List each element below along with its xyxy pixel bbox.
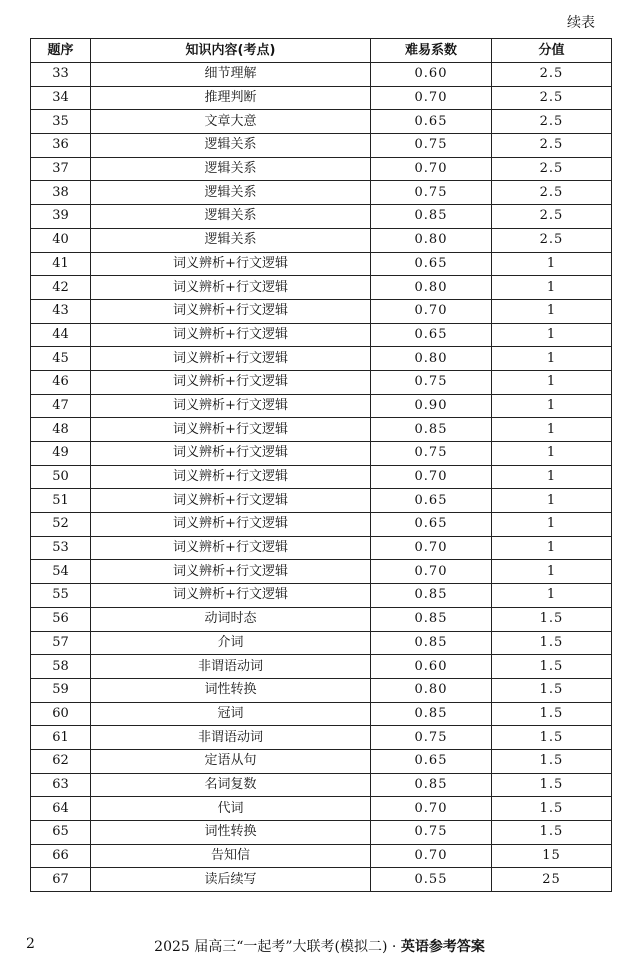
difficulty-cell: 0.70 [371,536,492,560]
knowledge-point-cell: 细节理解 [91,63,371,87]
knowledge-point-cell: 词义辨析+行文逻辑 [91,465,371,489]
table-row [31,323,612,347]
knowledge-point-cell: 词义辨析+行文逻辑 [91,584,371,608]
difficulty-cell: 0.85 [371,418,492,442]
score-cell: 1 [492,536,612,560]
table-row [31,86,612,110]
knowledge-point-cell: 动词时态 [91,607,371,631]
table-row [31,370,612,394]
question-number-cell: 51 [31,489,91,513]
table-row [31,607,612,631]
difficulty-cell: 0.85 [371,584,492,608]
score-cell: 1.5 [492,607,612,631]
knowledge-point-cell: 词义辨析+行文逻辑 [91,442,371,466]
question-number-cell: 53 [31,536,91,560]
knowledge-point-cell: 介词 [91,631,371,655]
difficulty-cell: 0.60 [371,655,492,679]
difficulty-cell: 0.75 [371,134,492,158]
knowledge-point-cell: 词义辨析+行文逻辑 [91,560,371,584]
difficulty-cell: 0.55 [371,868,492,892]
score-cell: 1 [492,560,612,584]
question-number-cell: 60 [31,702,91,726]
difficulty-cell: 0.65 [371,749,492,773]
score-cell: 2.5 [492,134,612,158]
table-header-row [31,39,612,63]
knowledge-point-cell: 告知信 [91,844,371,868]
question-number-cell: 45 [31,347,91,371]
difficulty-cell: 0.85 [371,205,492,229]
table-row [31,655,612,679]
question-number-cell: 58 [31,655,91,679]
score-cell: 1.5 [492,797,612,821]
exam-title: 2025 届高三“一起考”大联考(模拟二) [154,939,388,955]
table-row [31,702,612,726]
difficulty-cell: 0.70 [371,844,492,868]
score-cell: 2.5 [492,110,612,134]
difficulty-cell: 0.70 [371,465,492,489]
knowledge-point-cell: 逻辑关系 [91,181,371,205]
table-row [31,63,612,87]
difficulty-cell: 0.80 [371,347,492,371]
question-number-cell: 66 [31,844,91,868]
difficulty-cell: 0.65 [371,513,492,537]
knowledge-point-cell: 词义辨析+行文逻辑 [91,536,371,560]
question-number-cell: 41 [31,252,91,276]
difficulty-cell: 0.65 [371,489,492,513]
score-cell: 1 [492,323,612,347]
score-cell: 1.5 [492,702,612,726]
difficulty-cell: 0.75 [371,821,492,845]
difficulty-cell: 0.65 [371,110,492,134]
question-number-cell: 36 [31,134,91,158]
table-row [31,726,612,750]
knowledge-point-cell: 非谓语动词 [91,726,371,750]
knowledge-point-cell: 逻辑关系 [91,157,371,181]
question-number-cell: 50 [31,465,91,489]
footer-title [0,936,639,956]
score-cell: 1 [492,394,612,418]
difficulty-cell: 0.70 [371,86,492,110]
difficulty-cell: 0.70 [371,797,492,821]
table-row [31,205,612,229]
table-row [31,157,612,181]
table-row [31,844,612,868]
score-cell: 2.5 [492,63,612,87]
question-number-cell: 33 [31,63,91,87]
question-number-cell: 52 [31,513,91,537]
knowledge-point-cell: 定语从句 [91,749,371,773]
question-number-cell: 48 [31,418,91,442]
table-row [31,868,612,892]
score-cell: 1 [492,442,612,466]
score-cell: 1 [492,513,612,537]
question-number-cell: 38 [31,181,91,205]
question-number-cell: 56 [31,607,91,631]
question-number-cell: 67 [31,868,91,892]
difficulty-cell: 0.80 [371,678,492,702]
difficulty-cell: 0.75 [371,442,492,466]
header-difficulty: 难易系数 [371,39,492,63]
table-row [31,536,612,560]
table-row [31,631,612,655]
table-row [31,560,612,584]
question-number-cell: 55 [31,584,91,608]
knowledge-point-cell: 逻辑关系 [91,205,371,229]
table-row [31,252,612,276]
knowledge-point-cell: 代词 [91,797,371,821]
knowledge-point-cell: 词性转换 [91,678,371,702]
knowledge-point-cell: 词义辨析+行文逻辑 [91,513,371,537]
score-cell: 1 [492,299,612,323]
document-title: 英语参考答案 [400,939,485,955]
knowledge-point-cell: 词义辨析+行文逻辑 [91,299,371,323]
question-number-cell: 49 [31,442,91,466]
question-number-cell: 44 [31,323,91,347]
score-cell: 25 [492,868,612,892]
header-knowledge-point: 知识内容(考点) [91,39,371,63]
difficulty-cell: 0.85 [371,702,492,726]
question-number-cell: 62 [31,749,91,773]
difficulty-cell: 0.80 [371,228,492,252]
score-cell: 2.5 [492,86,612,110]
knowledge-point-cell: 词义辨析+行文逻辑 [91,323,371,347]
score-cell: 2.5 [492,228,612,252]
knowledge-point-cell: 推理判断 [91,86,371,110]
table-row [31,773,612,797]
score-cell: 1 [492,276,612,300]
question-number-cell: 42 [31,276,91,300]
score-cell: 1 [492,347,612,371]
table-row [31,134,612,158]
knowledge-point-cell: 词义辨析+行文逻辑 [91,347,371,371]
question-number-cell: 47 [31,394,91,418]
question-number-cell: 57 [31,631,91,655]
knowledge-point-cell: 文章大意 [91,110,371,134]
difficulty-cell: 0.70 [371,299,492,323]
table-body [31,63,612,892]
table-row [31,749,612,773]
question-number-cell: 35 [31,110,91,134]
difficulty-cell: 0.65 [371,252,492,276]
question-number-cell: 61 [31,726,91,750]
score-cell: 1 [492,418,612,442]
score-cell: 1.5 [492,726,612,750]
score-cell: 1.5 [492,773,612,797]
question-number-cell: 43 [31,299,91,323]
table-row [31,110,612,134]
table-row [31,347,612,371]
question-number-cell: 59 [31,678,91,702]
difficulty-cell: 0.60 [371,63,492,87]
header-score: 分值 [492,39,612,63]
table-row [31,513,612,537]
difficulty-cell: 0.70 [371,560,492,584]
answer-analysis-table [30,38,612,892]
knowledge-point-cell: 非谓语动词 [91,655,371,679]
question-number-cell: 65 [31,821,91,845]
difficulty-cell: 0.75 [371,370,492,394]
score-cell: 1.5 [492,821,612,845]
continued-label: 续表 [567,15,595,31]
score-cell: 1 [492,584,612,608]
score-cell: 15 [492,844,612,868]
table-row [31,442,612,466]
score-cell: 1.5 [492,631,612,655]
knowledge-point-cell: 逻辑关系 [91,228,371,252]
question-number-cell: 54 [31,560,91,584]
difficulty-cell: 0.90 [371,394,492,418]
table-row [31,181,612,205]
question-number-cell: 34 [31,86,91,110]
knowledge-point-cell: 词义辨析+行文逻辑 [91,394,371,418]
score-cell: 1 [492,465,612,489]
score-cell: 1.5 [492,655,612,679]
table-row [31,489,612,513]
difficulty-cell: 0.85 [371,631,492,655]
footer-separator: · [387,939,401,955]
knowledge-point-cell: 读后续写 [91,868,371,892]
table-row [31,394,612,418]
difficulty-cell: 0.75 [371,726,492,750]
difficulty-cell: 0.65 [371,323,492,347]
header-question-number: 题序 [31,39,91,63]
knowledge-point-cell: 词义辨析+行文逻辑 [91,252,371,276]
table-row [31,678,612,702]
knowledge-point-cell: 词性转换 [91,821,371,845]
knowledge-point-cell: 词义辨析+行文逻辑 [91,276,371,300]
page-number: 2 [26,936,35,952]
difficulty-cell: 0.80 [371,276,492,300]
table-row [31,465,612,489]
question-number-cell: 64 [31,797,91,821]
difficulty-cell: 0.85 [371,607,492,631]
knowledge-point-cell: 词义辨析+行文逻辑 [91,489,371,513]
question-number-cell: 46 [31,370,91,394]
score-cell: 1.5 [492,749,612,773]
difficulty-cell: 0.75 [371,181,492,205]
score-cell: 1 [492,252,612,276]
question-number-cell: 63 [31,773,91,797]
table-row [31,418,612,442]
difficulty-cell: 0.85 [371,773,492,797]
question-number-cell: 39 [31,205,91,229]
knowledge-point-cell: 词义辨析+行文逻辑 [91,370,371,394]
table-row [31,821,612,845]
score-cell: 2.5 [492,205,612,229]
score-cell: 1.5 [492,678,612,702]
question-number-cell: 40 [31,228,91,252]
knowledge-point-cell: 名词复数 [91,773,371,797]
score-cell: 1 [492,370,612,394]
score-cell: 2.5 [492,181,612,205]
score-cell: 2.5 [492,157,612,181]
score-cell: 1 [492,489,612,513]
table-row [31,228,612,252]
knowledge-point-cell: 逻辑关系 [91,134,371,158]
knowledge-point-cell: 词义辨析+行文逻辑 [91,418,371,442]
difficulty-cell: 0.70 [371,157,492,181]
knowledge-point-cell: 冠词 [91,702,371,726]
table-row [31,276,612,300]
table-row [31,299,612,323]
table-row [31,797,612,821]
table-row [31,584,612,608]
question-number-cell: 37 [31,157,91,181]
